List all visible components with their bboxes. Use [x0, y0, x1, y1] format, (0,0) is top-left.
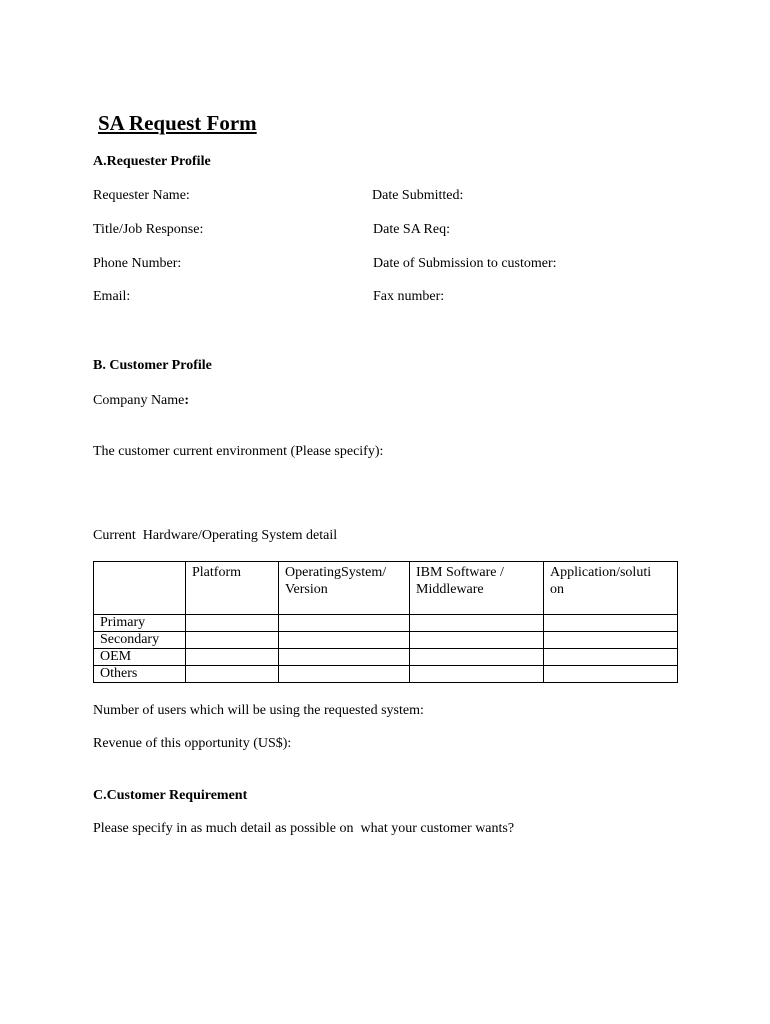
row-label-secondary: Secondary — [94, 632, 186, 649]
title-job-label: Title/Job Response: — [93, 222, 204, 237]
row-label-primary: Primary — [94, 615, 186, 632]
date-sa-req-label: Date SA Req: — [373, 222, 450, 237]
company-name-text: Company Name — [93, 393, 185, 408]
cell-secondary-os[interactable] — [279, 632, 410, 649]
cell-others-platform[interactable] — [186, 666, 279, 683]
cell-secondary-app[interactable] — [544, 632, 678, 649]
requester-name-label: Requester Name: — [93, 188, 190, 203]
cell-primary-os[interactable] — [279, 615, 410, 632]
table-header-application — [544, 562, 678, 615]
email-label: Email: — [93, 289, 131, 304]
company-name-colon: : — [184, 393, 190, 408]
section-a-heading: A.Requester Profile — [93, 154, 211, 169]
row-label-others: Others — [94, 666, 186, 683]
cell-oem-platform[interactable] — [186, 649, 279, 666]
cell-secondary-platform[interactable] — [186, 632, 279, 649]
table-row — [94, 615, 678, 632]
table-header-app-line1: Application/soluti — [550, 565, 652, 580]
table-header-os-line2: Version — [285, 582, 328, 597]
table-row — [94, 666, 678, 683]
cell-primary-ibm[interactable] — [410, 615, 544, 632]
table-row — [94, 632, 678, 649]
section-b-heading: B. Customer Profile — [93, 358, 212, 373]
table-header-app-line2: on — [550, 582, 564, 597]
cell-oem-ibm[interactable] — [410, 649, 544, 666]
cell-primary-platform[interactable] — [186, 615, 279, 632]
phone-number-label: Phone Number: — [93, 256, 182, 271]
customer-environment-label: The customer current environment (Please specify): — [93, 444, 384, 459]
hardware-table — [93, 561, 678, 683]
cell-primary-app[interactable] — [544, 615, 678, 632]
number-of-users-label: Number of users which will be using the requested system: — [93, 703, 424, 718]
company-name-label — [93, 394, 189, 408]
cell-secondary-ibm[interactable] — [410, 632, 544, 649]
date-submitted-label: Date Submitted: — [372, 188, 464, 203]
cell-others-app[interactable] — [544, 666, 678, 683]
table-header-empty — [94, 562, 186, 615]
cell-others-os[interactable] — [279, 666, 410, 683]
fax-number-label: Fax number: — [373, 289, 445, 304]
section-c-heading: C.Customer Requirement — [93, 788, 248, 803]
table-header-os-line1: OperatingSystem/ — [285, 565, 387, 580]
table-header-platform: Platform — [186, 562, 279, 615]
hardware-detail-label: Current Hardware/Operating System detail — [93, 528, 338, 543]
table-header-ibm-line2: Middleware — [416, 582, 484, 597]
form-title: SA Request Form — [98, 111, 257, 135]
table-header-ibm — [410, 562, 544, 615]
table-row — [94, 649, 678, 666]
revenue-label: Revenue of this opportunity (US$): — [93, 736, 292, 751]
date-submission-customer-label: Date of Submission to customer: — [373, 256, 557, 271]
table-header-row — [94, 562, 678, 615]
table-header-ibm-line1: IBM Software / — [416, 565, 504, 580]
cell-others-ibm[interactable] — [410, 666, 544, 683]
customer-requirement-detail-label: Please specify in as much detail as possible on what your customer wants? — [93, 821, 515, 836]
table-header-os — [279, 562, 410, 615]
cell-oem-app[interactable] — [544, 649, 678, 666]
cell-oem-os[interactable] — [279, 649, 410, 666]
row-label-oem: OEM — [94, 649, 186, 666]
